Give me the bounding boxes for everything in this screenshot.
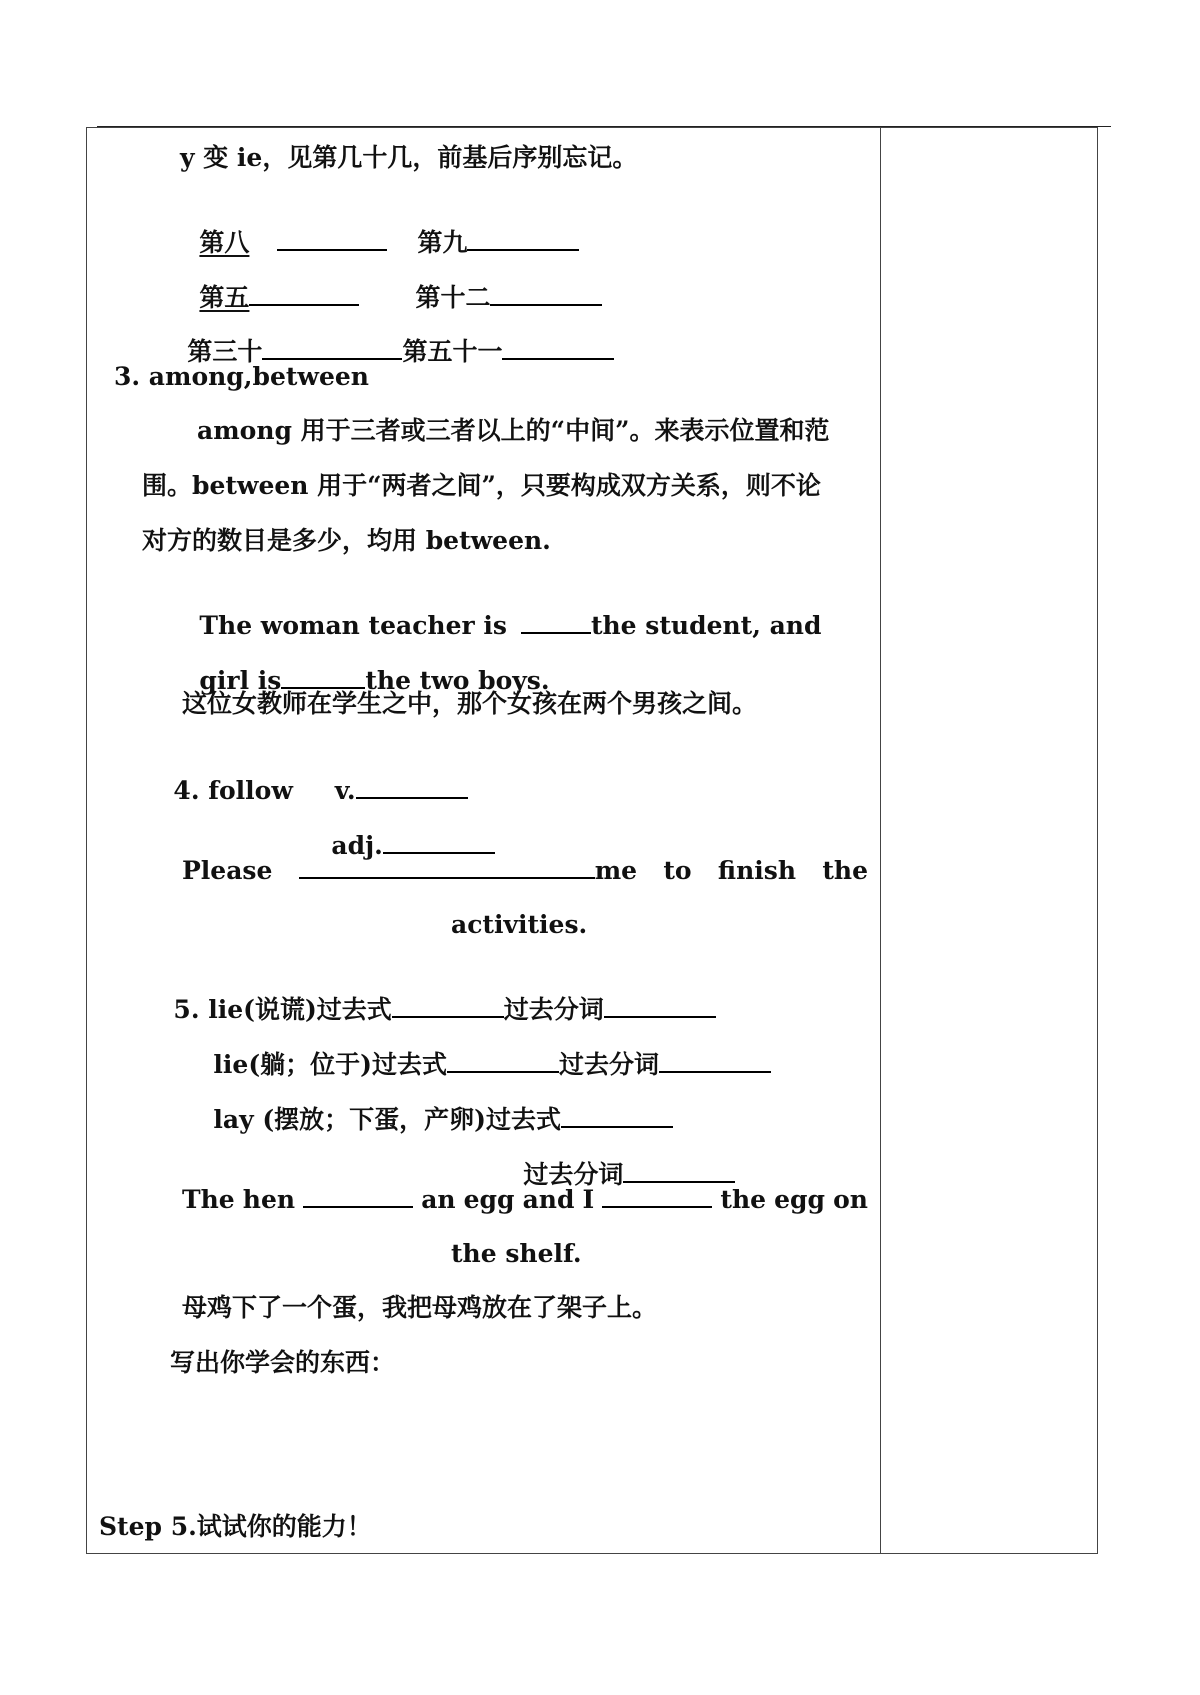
ordinal-30: 第三十 (187, 337, 263, 366)
ordinal-12: 第十二 (415, 283, 491, 312)
blank[interactable] (281, 665, 365, 689)
ordinal-row-3 (170, 306, 614, 367)
section3-para-3: 对方的数目是多少，均用 between. (142, 526, 551, 555)
blank[interactable] (299, 855, 595, 879)
blank[interactable] (623, 1159, 735, 1183)
word: on (833, 1185, 868, 1214)
word: and (522, 1185, 575, 1214)
past-participle-label: 过去分词 (523, 1160, 624, 1189)
section5-example-end: the shelf. (451, 1239, 582, 1268)
past-participle-label: 过去分词 (503, 995, 604, 1024)
section4-heading-row (156, 745, 468, 806)
word: an (421, 1185, 456, 1214)
example-text: girl is (199, 666, 282, 695)
blank[interactable] (561, 1104, 673, 1128)
ordinal-9: 第九 (417, 228, 468, 257)
step5-heading: Step 5.试试你的能力！ (99, 1512, 372, 1541)
word: egg (774, 1185, 825, 1214)
word: hen (242, 1185, 296, 1214)
blank[interactable] (262, 336, 402, 360)
ordinal-8: 第八 (199, 228, 250, 257)
blank[interactable] (303, 1184, 413, 1208)
section5-lay (196, 1074, 673, 1135)
blank[interactable] (447, 1049, 559, 1073)
section5-translation: 母鸡下了一个蛋，我把母鸡放在了架子上。 (182, 1293, 658, 1322)
word: to (663, 856, 692, 885)
lie2-label: lie(躺；位于)过去式 (213, 1050, 447, 1079)
blank[interactable] (277, 227, 387, 251)
blank[interactable] (602, 1184, 712, 1208)
column-divider (880, 127, 881, 1554)
blank[interactable] (249, 282, 359, 306)
section5-example (182, 1184, 868, 1215)
blank[interactable] (392, 994, 504, 1018)
word: me (594, 856, 638, 885)
past-participle-label: 过去分词 (558, 1050, 659, 1079)
blank[interactable] (467, 227, 579, 251)
ordinal-5: 第五 (199, 283, 250, 312)
blank[interactable] (521, 610, 591, 634)
ordinal-row-1 (182, 197, 579, 258)
example-text: the two boys. (365, 666, 550, 695)
section4-sentence-end: activities. (451, 910, 588, 939)
rule-text: y 变 ie，见第几十几，前基后序别忘记。 (180, 143, 638, 172)
lie1-label: 5. lie(说谎)过去式 (173, 995, 392, 1024)
word: the (720, 1185, 767, 1214)
blank[interactable] (490, 282, 602, 306)
word: egg (463, 1185, 515, 1214)
example-text: the student, and (590, 611, 822, 640)
section3-example-1 (182, 580, 821, 641)
word: the (822, 856, 868, 885)
word: finish (717, 856, 797, 885)
blank[interactable] (502, 336, 614, 360)
section3-para-1: among 用于三者或三者以上的“中间”。来表示位置和范 (197, 416, 830, 445)
section5-lie2 (196, 1019, 771, 1080)
ordinal-row-2 (182, 252, 602, 313)
section3-example-2 (182, 635, 550, 696)
section3-para-2: 围。between 用于“两者之间”，只要构成双方关系，则不论 (142, 471, 821, 500)
blank[interactable] (383, 830, 495, 854)
adj-label: adj. (331, 831, 383, 860)
word: Please (182, 856, 273, 885)
word: I (582, 1185, 595, 1214)
section4-sentence (182, 855, 868, 886)
word: The (182, 1185, 235, 1214)
section5-lie1 (156, 964, 716, 1025)
lay-label: lay (摆放；下蛋，产卵)过去式 (213, 1105, 562, 1134)
blank[interactable] (659, 1049, 771, 1073)
verb-label: v. (334, 776, 356, 805)
section3-translation: 这位女教师在学生之中，那个女孩在两个男孩之间。 (182, 689, 758, 718)
section4-adj-row (314, 800, 495, 861)
example-text: The woman teacher is (199, 611, 507, 640)
blank[interactable] (604, 994, 716, 1018)
blank[interactable] (356, 775, 468, 799)
section5-lay-pp (506, 1129, 735, 1190)
section3-heading: 3. among,between (114, 362, 369, 391)
ordinal-51: 第五十一 (402, 337, 503, 366)
write-prompt: 写出你学会的东西： (170, 1348, 396, 1377)
section4-heading: 4. follow (173, 776, 293, 805)
